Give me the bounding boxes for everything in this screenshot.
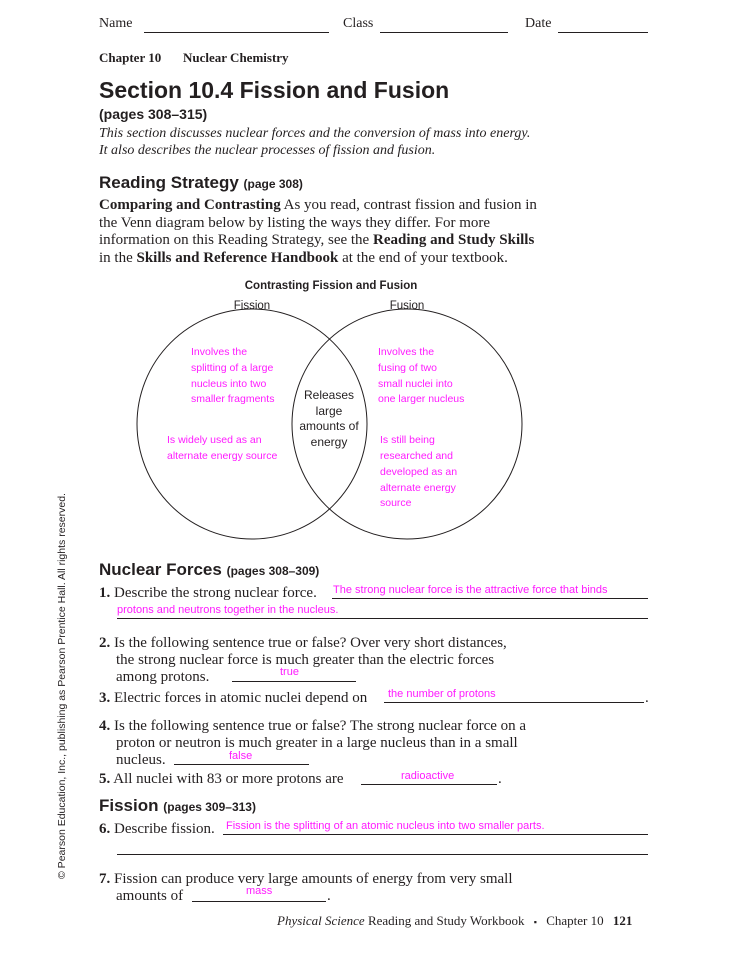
question-2: 2. Is the following sentence true or false? Over very short distances, the strong nuclear force is much greater than the electric forces among protons. xyxy=(99,635,507,685)
fission-heading: Fission (pages 309–313) xyxy=(99,796,256,815)
svg-text:Is widely used as an: Is widely used as an xyxy=(167,434,262,446)
copyright-notice: © Pearson Education, Inc., publishing as Pearson Prentice Hall. All rights reserved. xyxy=(56,493,68,879)
answer-6-line2-rule xyxy=(117,854,648,855)
chapter-number: Chapter 10 xyxy=(99,50,162,65)
answer-5[interactable]: radioactive xyxy=(401,770,455,782)
section-pages: (pages 308–315) xyxy=(99,106,208,122)
question-1: 1. Describe the strong nuclear force. xyxy=(99,585,317,601)
svg-text:nucleus into two: nucleus into two xyxy=(191,378,267,390)
svg-text:developed as an: developed as an xyxy=(380,466,458,478)
question-6: 6. Describe fission. xyxy=(99,821,215,837)
venn-right-top xyxy=(378,346,464,405)
nuclear-forces-heading: Nuclear Forces (pages 308–309) xyxy=(99,560,320,579)
venn-right-bottom xyxy=(380,434,457,509)
svg-text:amounts of: amounts of xyxy=(299,419,359,433)
svg-text:small nuclei into: small nuclei into xyxy=(378,378,453,390)
svg-text:energy: energy xyxy=(310,435,348,449)
answer-5-rule xyxy=(361,784,497,785)
answer-3[interactable]: the number of protons xyxy=(388,688,496,700)
svg-text:alternate energy: alternate energy xyxy=(380,482,456,494)
svg-text:Involves the: Involves the xyxy=(378,346,435,358)
svg-text:alternate energy source: alternate energy source xyxy=(167,450,278,462)
svg-text:smaller fragments: smaller fragments xyxy=(191,393,275,405)
question-3: 3. Electric forces in atomic nuclei depend on xyxy=(99,690,368,706)
reading-strategy-text: Comparing and Contrasting As you read, contrast fission and fusion in the Venn diagram below by listing the ways they differ. For more information on this Reading Strategy, see the Reading and Study Skills in the Skills and Reference Handbook at the end of your textbook. xyxy=(99,197,537,266)
svg-text:Releases: Releases xyxy=(303,388,355,402)
answer-1-line2-rule xyxy=(117,618,648,619)
venn-center xyxy=(299,388,359,449)
name-label: Name xyxy=(99,16,133,31)
date-label: Date xyxy=(525,16,552,31)
answer-6[interactable]: Fission is the splitting of an atomic nucleus into two smaller parts. xyxy=(226,820,545,832)
answer-4[interactable]: false xyxy=(229,750,253,762)
venn-right-label: Fusion xyxy=(389,300,425,312)
page-title: Section 10.4 Fission and Fusion xyxy=(99,77,450,103)
venn-left-label: Fission xyxy=(233,300,271,312)
answer-3-rule xyxy=(384,702,644,703)
answer-2-rule xyxy=(232,681,356,682)
answer-6-rule xyxy=(223,834,648,835)
answer-1-line2[interactable]: protons and neutrons together in the nucleus. xyxy=(117,604,339,616)
question-4: 4. Is the following sentence true or false? The strong nuclear force on a proton or neutron is much greater in a large nucleus than in a small nucleus. xyxy=(99,718,527,768)
answer-4-rule xyxy=(174,764,309,765)
svg-text:Involves the: Involves the xyxy=(191,346,248,358)
answer-2[interactable]: true xyxy=(280,666,299,678)
answer-7-rule xyxy=(192,901,326,902)
question-7: 7. Fission can produce very large amounts of energy from very small amounts of xyxy=(99,871,513,904)
class-label: Class xyxy=(343,16,374,31)
venn-left-bottom xyxy=(167,434,277,462)
question-5-period: . xyxy=(498,771,502,787)
svg-text:Is still being: Is still being xyxy=(380,434,435,446)
svg-text:large: large xyxy=(315,404,343,418)
question-7-period: . xyxy=(327,888,331,904)
svg-text:one larger nucleus: one larger nucleus xyxy=(378,393,465,405)
venn-left-top xyxy=(191,346,274,405)
svg-text:source: source xyxy=(380,497,412,509)
svg-text:splitting of a large: splitting of a large xyxy=(191,362,274,374)
answer-1-line1[interactable]: The strong nuclear force is the attractive force that binds xyxy=(333,584,608,596)
chapter-title: Nuclear Chemistry xyxy=(183,50,289,65)
answer-7[interactable]: mass xyxy=(246,885,273,897)
svg-text:researched and: researched and xyxy=(380,450,453,462)
venn-title: Contrasting Fission and Fusion xyxy=(244,280,418,292)
section-intro: This section discusses nuclear forces and the conversion of mass into energy. It also describes the nuclear processes of fission and fusion. xyxy=(99,126,531,158)
svg-text:fusing of two: fusing of two xyxy=(378,362,437,374)
answer-1-line1-rule xyxy=(332,598,648,599)
reading-strategy-heading: Reading Strategy (page 308) xyxy=(99,173,303,192)
question-5: 5. All nuclei with 83 or more protons are xyxy=(99,771,344,787)
page-footer: Physical Science Reading and Study Workbook ▪ Chapter 10 121 xyxy=(277,913,633,928)
question-3-period: . xyxy=(645,690,649,706)
